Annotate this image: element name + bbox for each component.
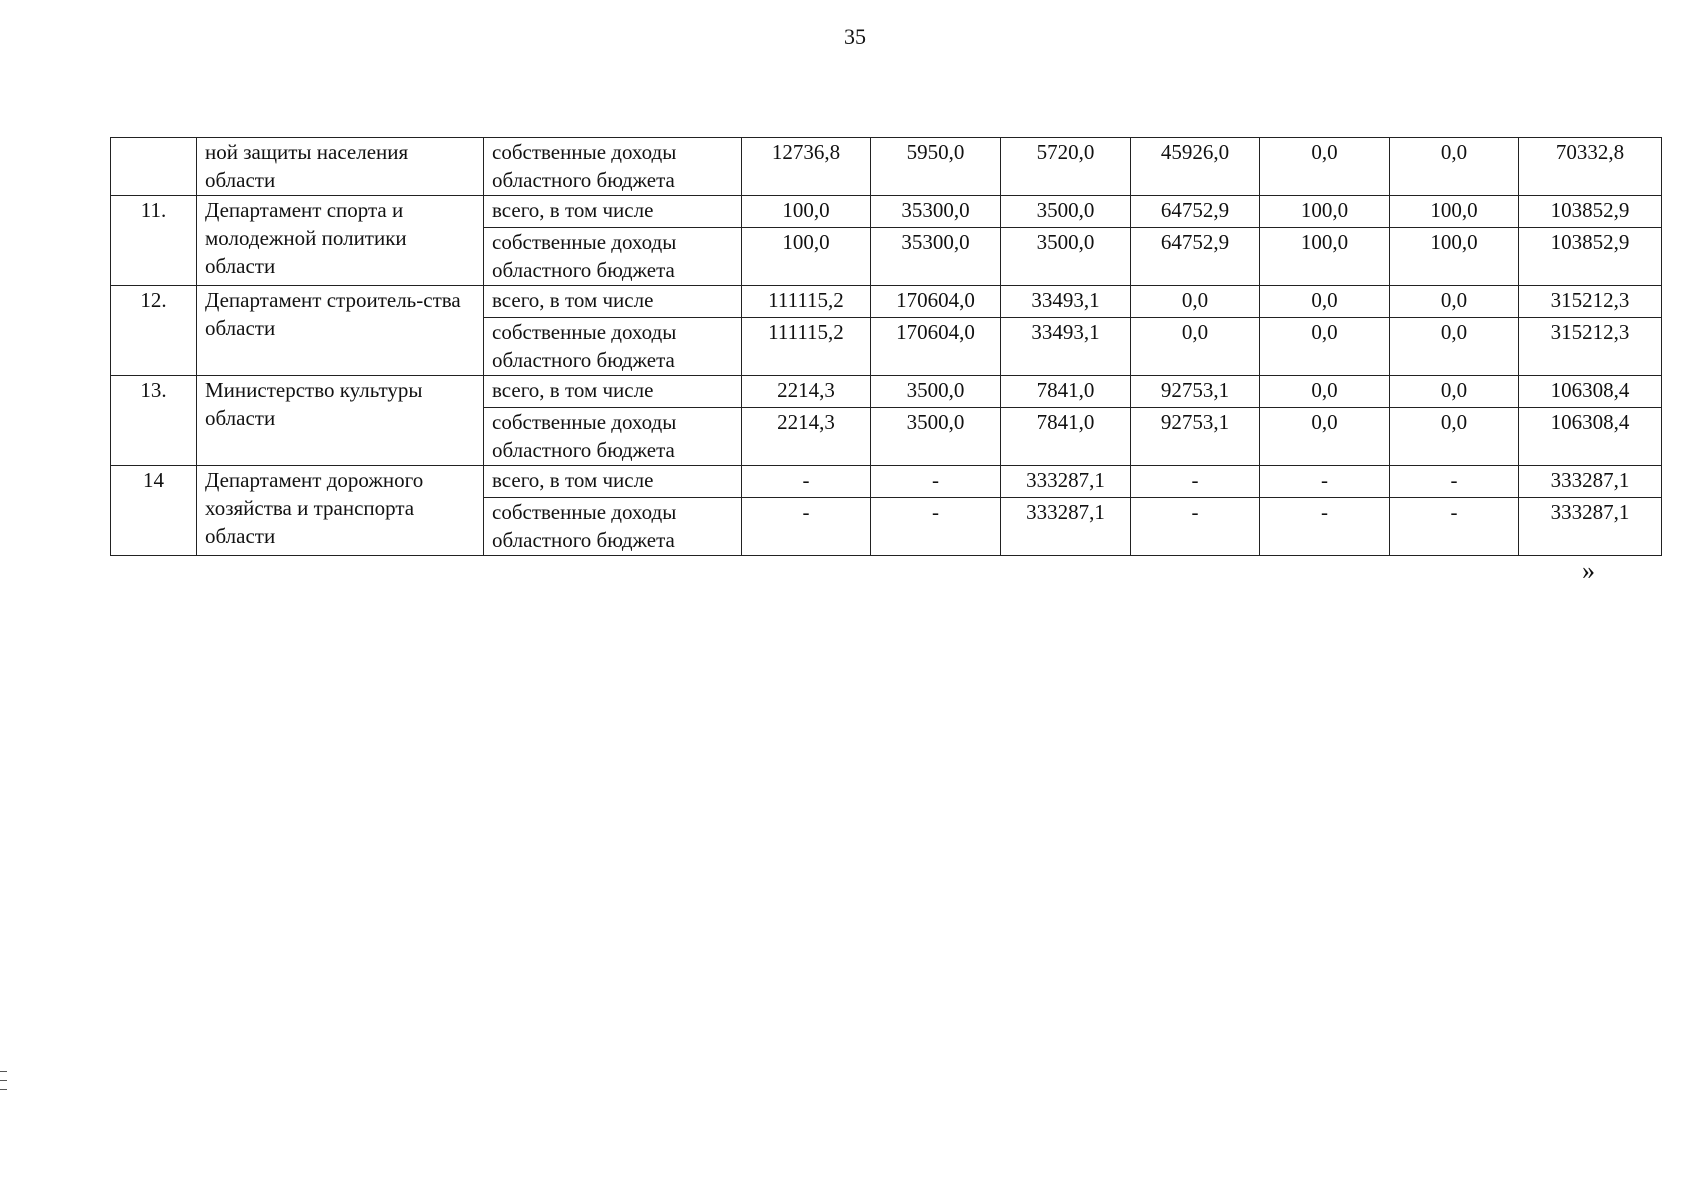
value-cell: 0,0 <box>1131 318 1260 376</box>
row-number: 11. <box>111 196 197 286</box>
table-row <box>111 138 1662 196</box>
value-cell: 0,0 <box>1390 408 1519 466</box>
value-cell: 35300,0 <box>871 196 1001 228</box>
total-cell: 333287,1 <box>1519 466 1662 498</box>
value-cell: 0,0 <box>1390 318 1519 376</box>
value-cell: 0,0 <box>1260 376 1390 408</box>
table-row <box>111 376 1662 408</box>
total-cell: 106308,4 <box>1519 376 1662 408</box>
value-cell: 333287,1 <box>1001 498 1131 556</box>
department-name: Департамент дорожного хозяйства и транспорта области <box>197 466 484 556</box>
value-cell: 5720,0 <box>1001 138 1131 196</box>
total-cell: 70332,8 <box>1519 138 1662 196</box>
value-cell: 12736,8 <box>742 138 871 196</box>
value-cell: 0,0 <box>1260 318 1390 376</box>
value-cell: 64752,9 <box>1131 228 1260 286</box>
total-cell: 315212,3 <box>1519 286 1662 318</box>
value-cell: 0,0 <box>1390 138 1519 196</box>
department-name: Министерство культуры области <box>197 376 484 466</box>
page-number: 35 <box>844 24 866 49</box>
funding-source: всего, в том числе <box>484 196 742 228</box>
funding-source: всего, в том числе <box>484 376 742 408</box>
value-cell: 2214,3 <box>742 376 871 408</box>
value-cell: 45926,0 <box>1131 138 1260 196</box>
value-cell: 0,0 <box>1260 408 1390 466</box>
value-cell: 3500,0 <box>1001 228 1131 286</box>
funding-source: всего, в том числе <box>484 466 742 498</box>
value-cell: - <box>1390 498 1519 556</box>
value-cell: 111115,2 <box>742 286 871 318</box>
value-cell: 2214,3 <box>742 408 871 466</box>
value-cell: 0,0 <box>1260 138 1390 196</box>
value-cell: 92753,1 <box>1131 408 1260 466</box>
value-cell: 64752,9 <box>1131 196 1260 228</box>
value-cell: 3500,0 <box>871 376 1001 408</box>
total-cell: 103852,9 <box>1519 228 1662 286</box>
value-cell: - <box>871 466 1001 498</box>
value-cell: 35300,0 <box>871 228 1001 286</box>
table-row <box>111 286 1662 318</box>
row-number: 13. <box>111 376 197 466</box>
closing-quote-mark: » <box>1582 556 1595 585</box>
table-row <box>111 466 1662 498</box>
value-cell: 170604,0 <box>871 318 1001 376</box>
value-cell: 100,0 <box>1390 196 1519 228</box>
value-cell: 5950,0 <box>871 138 1001 196</box>
value-cell: 100,0 <box>1260 228 1390 286</box>
table-row <box>111 196 1662 228</box>
funding-source: собственные доходы областного бюджета <box>484 138 742 196</box>
scan-margin-mark <box>0 1089 7 1090</box>
funding-source: собственные доходы областного бюджета <box>484 228 742 286</box>
value-cell: - <box>871 498 1001 556</box>
scan-margin-mark <box>0 1080 7 1081</box>
value-cell: 7841,0 <box>1001 408 1131 466</box>
value-cell: - <box>1260 466 1390 498</box>
budget-table <box>110 137 1662 556</box>
value-cell: 3500,0 <box>871 408 1001 466</box>
value-cell: - <box>1131 498 1260 556</box>
value-cell: 170604,0 <box>871 286 1001 318</box>
total-cell: 333287,1 <box>1519 498 1662 556</box>
total-cell: 315212,3 <box>1519 318 1662 376</box>
value-cell: 111115,2 <box>742 318 871 376</box>
funding-source: собственные доходы областного бюджета <box>484 408 742 466</box>
value-cell: 100,0 <box>1390 228 1519 286</box>
value-cell: 0,0 <box>1260 286 1390 318</box>
value-cell: - <box>742 466 871 498</box>
value-cell: - <box>742 498 871 556</box>
value-cell: 33493,1 <box>1001 286 1131 318</box>
value-cell: 100,0 <box>742 228 871 286</box>
department-name: Департамент строитель-ства области <box>197 286 484 376</box>
department-name: ной защиты населения области <box>197 138 484 196</box>
total-cell: 106308,4 <box>1519 408 1662 466</box>
value-cell: 33493,1 <box>1001 318 1131 376</box>
row-number <box>111 138 197 196</box>
value-cell: - <box>1260 498 1390 556</box>
value-cell: 0,0 <box>1390 286 1519 318</box>
value-cell: 0,0 <box>1390 376 1519 408</box>
value-cell: - <box>1131 466 1260 498</box>
value-cell: 7841,0 <box>1001 376 1131 408</box>
scan-margin-mark <box>0 1071 7 1072</box>
department-name: Департамент спорта и молодежной политики области <box>197 196 484 286</box>
value-cell: 100,0 <box>742 196 871 228</box>
value-cell: 0,0 <box>1131 286 1260 318</box>
total-cell: 103852,9 <box>1519 196 1662 228</box>
value-cell: 92753,1 <box>1131 376 1260 408</box>
value-cell: 3500,0 <box>1001 196 1131 228</box>
funding-source: всего, в том числе <box>484 286 742 318</box>
value-cell: - <box>1390 466 1519 498</box>
value-cell: 333287,1 <box>1001 466 1131 498</box>
value-cell: 100,0 <box>1260 196 1390 228</box>
funding-source: собственные доходы областного бюджета <box>484 318 742 376</box>
row-number: 14 <box>111 466 197 556</box>
funding-source: собственные доходы областного бюджета <box>484 498 742 556</box>
row-number: 12. <box>111 286 197 376</box>
